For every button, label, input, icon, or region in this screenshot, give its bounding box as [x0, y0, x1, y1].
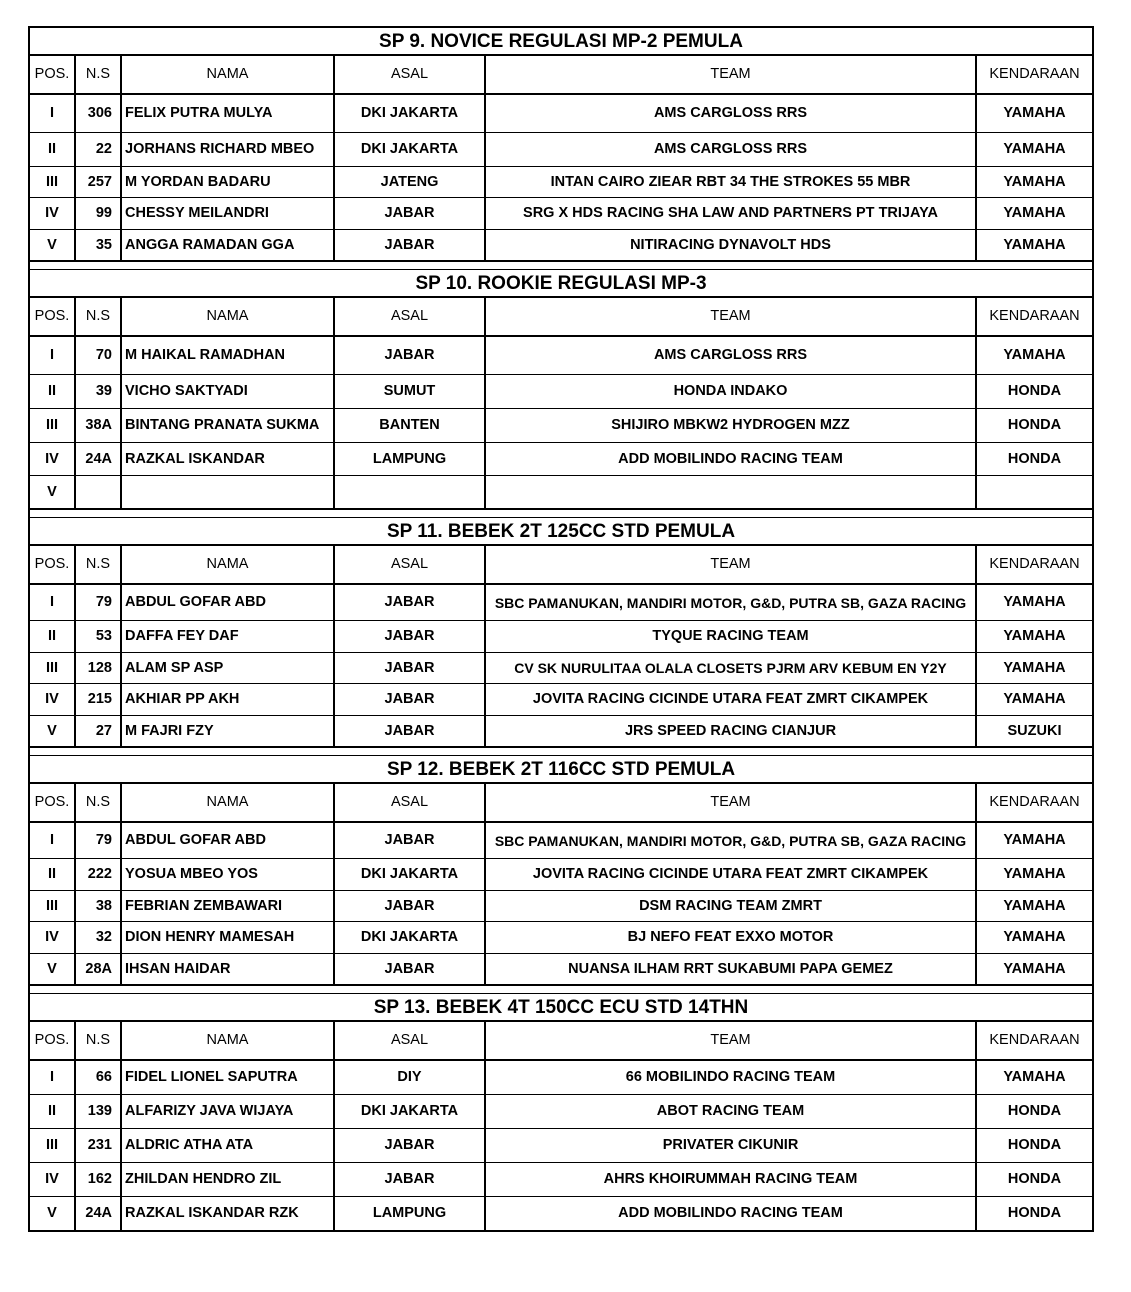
header-row — [30, 546, 1092, 585]
cell-pos: I — [30, 95, 76, 133]
cell-ns: 24A — [76, 443, 122, 476]
header-kendaraan: KENDARAAN — [977, 546, 1092, 585]
cell-ns: 35 — [76, 230, 122, 261]
cell-pos: V — [30, 1197, 76, 1230]
cell-asal: DKI JAKARTA — [335, 859, 486, 891]
cell-kendaraan: HONDA — [977, 375, 1092, 409]
cell-asal: DKI JAKARTA — [335, 133, 486, 167]
cell-asal: DKI JAKARTA — [335, 95, 486, 133]
cell-ns: 53 — [76, 621, 122, 653]
header-pos: POS. — [30, 298, 76, 337]
cell-asal: JABAR — [335, 1163, 486, 1197]
cell-pos: V — [30, 954, 76, 985]
cell-kendaraan: HONDA — [977, 443, 1092, 476]
cell-pos: II — [30, 859, 76, 891]
cell-ns: 231 — [76, 1129, 122, 1163]
section-title: SP 10. ROOKIE REGULASI MP-3 — [30, 270, 1092, 298]
header-nama: NAMA — [122, 56, 335, 95]
cell-kendaraan: YAMAHA — [977, 133, 1092, 167]
section-title: SP 12. BEBEK 2T 116CC STD PEMULA — [30, 756, 1092, 784]
cell-ns: 24A — [76, 1197, 122, 1230]
cell-asal: JABAR — [335, 230, 486, 261]
cell-kendaraan: YAMAHA — [977, 167, 1092, 198]
results-section — [28, 270, 1094, 509]
cell-team: JRS SPEED RACING CIANJUR — [486, 716, 977, 747]
header-kendaraan: KENDARAAN — [977, 298, 1092, 337]
table-row — [30, 230, 1092, 261]
table-row — [30, 1129, 1092, 1163]
cell-ns: 38A — [76, 409, 122, 443]
header-team: TEAM — [486, 784, 977, 823]
header-pos: POS. — [30, 546, 76, 585]
cell-nama: AKHIAR PP AKH — [122, 684, 335, 716]
table-row — [30, 859, 1092, 891]
cell-nama: DION HENRY MAMESAH — [122, 922, 335, 954]
cell-kendaraan: YAMAHA — [977, 621, 1092, 653]
table-row — [30, 409, 1092, 443]
section-gap — [28, 509, 1094, 518]
cell-asal: JABAR — [335, 823, 486, 859]
cell-kendaraan: YAMAHA — [977, 585, 1092, 621]
cell-team: SRG X HDS RACING SHA LAW AND PARTNERS PT TRIJAYA — [486, 198, 977, 230]
cell-pos: IV — [30, 922, 76, 954]
cell-asal: LAMPUNG — [335, 443, 486, 476]
header-row — [30, 784, 1092, 823]
cell-nama: M YORDAN BADARU — [122, 167, 335, 198]
section-gap — [28, 985, 1094, 994]
header-pos: POS. — [30, 56, 76, 95]
cell-nama: ALDRIC ATHA ATA — [122, 1129, 335, 1163]
cell-team: SHIJIRO MBKW2 HYDROGEN MZZ — [486, 409, 977, 443]
table-row — [30, 922, 1092, 954]
cell-pos: IV — [30, 1163, 76, 1197]
table-row — [30, 198, 1092, 230]
cell-kendaraan: HONDA — [977, 1163, 1092, 1197]
cell-ns — [76, 476, 122, 509]
cell-ns: 32 — [76, 922, 122, 954]
header-nama: NAMA — [122, 298, 335, 337]
cell-nama: FEBRIAN ZEMBAWARI — [122, 891, 335, 922]
cell-asal: JABAR — [335, 198, 486, 230]
cell-kendaraan: YAMAHA — [977, 198, 1092, 230]
cell-nama: FIDEL LIONEL SAPUTRA — [122, 1061, 335, 1095]
cell-nama: RAZKAL ISKANDAR RZK — [122, 1197, 335, 1230]
cell-pos: I — [30, 1061, 76, 1095]
header-nama: NAMA — [122, 1022, 335, 1061]
table-row — [30, 891, 1092, 922]
cell-kendaraan: YAMAHA — [977, 891, 1092, 922]
table-row — [30, 1061, 1092, 1095]
cell-team: NITIRACING DYNAVOLT HDS — [486, 230, 977, 261]
header-row — [30, 56, 1092, 95]
table-row — [30, 337, 1092, 375]
cell-ns: 79 — [76, 823, 122, 859]
table-row — [30, 653, 1092, 684]
cell-pos: IV — [30, 443, 76, 476]
header-asal: ASAL — [335, 784, 486, 823]
cell-ns: 28A — [76, 954, 122, 985]
cell-nama: ABDUL GOFAR ABD — [122, 585, 335, 621]
cell-nama: DAFFA FEY DAF — [122, 621, 335, 653]
cell-team: SBC PAMANUKAN, MANDIRI MOTOR, G&D, PUTRA SB, GAZA RACING — [486, 823, 977, 859]
table-row — [30, 133, 1092, 167]
cell-team: AHRS KHOIRUMMAH RACING TEAM — [486, 1163, 977, 1197]
cell-ns: 38 — [76, 891, 122, 922]
cell-pos: IV — [30, 684, 76, 716]
cell-ns: 162 — [76, 1163, 122, 1197]
cell-nama: VICHO SAKTYADI — [122, 375, 335, 409]
table-row — [30, 1095, 1092, 1129]
cell-pos: III — [30, 1129, 76, 1163]
cell-ns: 215 — [76, 684, 122, 716]
table-row — [30, 443, 1092, 476]
section-title: SP 13. BEBEK 4T 150CC ECU STD 14THN — [30, 994, 1092, 1022]
cell-kendaraan: HONDA — [977, 1129, 1092, 1163]
cell-asal: DIY — [335, 1061, 486, 1095]
cell-nama: FELIX PUTRA MULYA — [122, 95, 335, 133]
cell-pos: II — [30, 1095, 76, 1129]
cell-asal: JABAR — [335, 684, 486, 716]
cell-team: AMS CARGLOSS RRS — [486, 337, 977, 375]
cell-pos: II — [30, 621, 76, 653]
cell-ns: 27 — [76, 716, 122, 747]
section-gap — [28, 261, 1094, 270]
cell-asal: DKI JAKARTA — [335, 922, 486, 954]
cell-kendaraan: YAMAHA — [977, 922, 1092, 954]
cell-ns: 39 — [76, 375, 122, 409]
cell-team: HONDA INDAKO — [486, 375, 977, 409]
cell-nama: YOSUA MBEO YOS — [122, 859, 335, 891]
cell-nama: M HAIKAL RAMADHAN — [122, 337, 335, 375]
cell-asal: JABAR — [335, 954, 486, 985]
cell-pos: IV — [30, 198, 76, 230]
cell-asal: LAMPUNG — [335, 1197, 486, 1230]
cell-asal: JABAR — [335, 1129, 486, 1163]
results-section — [28, 518, 1094, 747]
cell-asal: JABAR — [335, 621, 486, 653]
cell-kendaraan: YAMAHA — [977, 653, 1092, 684]
cell-kendaraan: YAMAHA — [977, 859, 1092, 891]
header-asal: ASAL — [335, 546, 486, 585]
table-row — [30, 954, 1092, 985]
cell-pos: I — [30, 337, 76, 375]
cell-asal: JABAR — [335, 891, 486, 922]
cell-nama: CHESSY MEILANDRI — [122, 198, 335, 230]
cell-team: CV SK NURULITAA OLALA CLOSETS PJRM ARV KEBUM EN Y2Y — [486, 653, 977, 684]
cell-nama: RAZKAL ISKANDAR — [122, 443, 335, 476]
header-ns: N.S — [76, 1022, 122, 1061]
header-team: TEAM — [486, 546, 977, 585]
table-row — [30, 1197, 1092, 1230]
cell-nama: ALFARIZY JAVA WIJAYA — [122, 1095, 335, 1129]
header-pos: POS. — [30, 1022, 76, 1061]
cell-team — [486, 476, 977, 509]
section-gap — [28, 747, 1094, 756]
cell-nama: M FAJRI FZY — [122, 716, 335, 747]
table-row — [30, 375, 1092, 409]
cell-asal: JABAR — [335, 653, 486, 684]
cell-asal: DKI JAKARTA — [335, 1095, 486, 1129]
cell-asal: JATENG — [335, 167, 486, 198]
header-ns: N.S — [76, 784, 122, 823]
cell-ns: 99 — [76, 198, 122, 230]
cell-kendaraan: YAMAHA — [977, 95, 1092, 133]
cell-ns: 66 — [76, 1061, 122, 1095]
cell-nama: ANGGA RAMADAN GGA — [122, 230, 335, 261]
table-row — [30, 95, 1092, 133]
results-section — [28, 26, 1094, 261]
header-team: TEAM — [486, 56, 977, 95]
cell-nama — [122, 476, 335, 509]
cell-nama: ABDUL GOFAR ABD — [122, 823, 335, 859]
cell-team: ADD MOBILINDO RACING TEAM — [486, 1197, 977, 1230]
header-asal: ASAL — [335, 298, 486, 337]
header-ns: N.S — [76, 56, 122, 95]
cell-ns: 222 — [76, 859, 122, 891]
cell-kendaraan: YAMAHA — [977, 1061, 1092, 1095]
cell-asal: JABAR — [335, 337, 486, 375]
cell-nama: IHSAN HAIDAR — [122, 954, 335, 985]
cell-pos: V — [30, 716, 76, 747]
header-pos: POS. — [30, 784, 76, 823]
header-team: TEAM — [486, 298, 977, 337]
cell-kendaraan: SUZUKI — [977, 716, 1092, 747]
cell-team: JOVITA RACING CICINDE UTARA FEAT ZMRT CIKAMPEK — [486, 859, 977, 891]
header-nama: NAMA — [122, 784, 335, 823]
cell-pos: I — [30, 585, 76, 621]
cell-asal: SUMUT — [335, 375, 486, 409]
cell-pos: V — [30, 230, 76, 261]
cell-pos: V — [30, 476, 76, 509]
cell-kendaraan: HONDA — [1007, 1205, 1062, 1221]
cell-kendaraan: HONDA — [977, 409, 1092, 443]
header-asal: ASAL — [335, 1022, 486, 1061]
cell-kendaraan: YAMAHA — [977, 230, 1092, 261]
table-row — [30, 167, 1092, 198]
table-row — [30, 1163, 1092, 1197]
section-title: SP 9. NOVICE REGULASI MP-2 PEMULA — [30, 28, 1092, 56]
cell-asal — [335, 476, 486, 509]
cell-asal: JABAR — [335, 585, 486, 621]
cell-ns: 306 — [76, 95, 122, 133]
header-asal: ASAL — [335, 56, 486, 95]
cell-team: PRIVATER CIKUNIR — [486, 1129, 977, 1163]
results-sheet — [28, 26, 1094, 1232]
cell-team: BJ NEFO FEAT EXXO MOTOR — [486, 922, 977, 954]
cell-team: ADD MOBILINDO RACING TEAM — [486, 443, 977, 476]
header-row — [30, 298, 1092, 337]
table-row — [30, 684, 1092, 716]
cell-team: DSM RACING TEAM ZMRT — [486, 891, 977, 922]
cell-nama: BINTANG PRANATA SUKMA — [122, 409, 335, 443]
cell-ns: 22 — [76, 133, 122, 167]
header-ns: N.S — [76, 298, 122, 337]
cell-team: AMS CARGLOSS RRS — [486, 95, 977, 133]
cell-team: SBC PAMANUKAN, MANDIRI MOTOR, G&D, PUTRA SB, GAZA RACING — [486, 585, 977, 621]
cell-kendaraan — [977, 476, 1092, 509]
cell-ns: 139 — [76, 1095, 122, 1129]
cell-team: JOVITA RACING CICINDE UTARA FEAT ZMRT CIKAMPEK — [486, 684, 977, 716]
cell-pos: III — [30, 167, 76, 198]
cell-team: INTAN CAIRO ZIEAR RBT 34 THE STROKES 55 MBR — [486, 167, 977, 198]
cell-team: NUANSA ILHAM RRT SUKABUMI PAPA GEMEZ — [486, 954, 977, 985]
cell-pos: III — [30, 891, 76, 922]
results-section — [28, 994, 1094, 1232]
cell-kendaraan: HONDA — [977, 1095, 1092, 1129]
cell-pos: II — [30, 133, 76, 167]
table-row — [30, 476, 1092, 509]
cell-kendaraan: YAMAHA — [977, 823, 1092, 859]
table-row — [30, 823, 1092, 859]
results-section — [28, 756, 1094, 985]
header-ns: N.S — [76, 546, 122, 585]
header-nama: NAMA — [122, 546, 335, 585]
cell-pos: III — [30, 653, 76, 684]
table-row — [30, 621, 1092, 653]
cell-pos: I — [30, 823, 76, 859]
cell-pos: II — [30, 375, 76, 409]
cell-ns: 79 — [76, 585, 122, 621]
header-team: TEAM — [486, 1022, 977, 1061]
header-kendaraan: KENDARAAN — [977, 784, 1092, 823]
cell-nama: ZHILDAN HENDRO ZIL — [122, 1163, 335, 1197]
cell-ns: 70 — [76, 337, 122, 375]
cell-kendaraan: YAMAHA — [977, 954, 1092, 985]
cell-nama: ALAM SP ASP — [122, 653, 335, 684]
cell-ns: 257 — [76, 167, 122, 198]
cell-team: AMS CARGLOSS RRS — [486, 133, 977, 167]
section-title: SP 11. BEBEK 2T 125CC STD PEMULA — [30, 518, 1092, 546]
cell-team: TYQUE RACING TEAM — [486, 621, 977, 653]
cell-pos: III — [30, 409, 76, 443]
cell-ns: 128 — [76, 653, 122, 684]
header-kendaraan: KENDARAAN — [977, 56, 1092, 95]
header-row — [30, 1022, 1092, 1061]
cell-nama: JORHANS RICHARD MBEO — [122, 133, 335, 167]
cell-kendaraan: YAMAHA — [977, 684, 1092, 716]
cell-kendaraan: YAMAHA — [977, 337, 1092, 375]
header-kendaraan: KENDARAAN — [977, 1022, 1092, 1061]
cell-team: 66 MOBILINDO RACING TEAM — [486, 1061, 977, 1095]
cell-asal: JABAR — [335, 716, 486, 747]
table-row — [30, 716, 1092, 747]
cell-asal: BANTEN — [335, 409, 486, 443]
cell-team: ABOT RACING TEAM — [486, 1095, 977, 1129]
table-row — [30, 585, 1092, 621]
